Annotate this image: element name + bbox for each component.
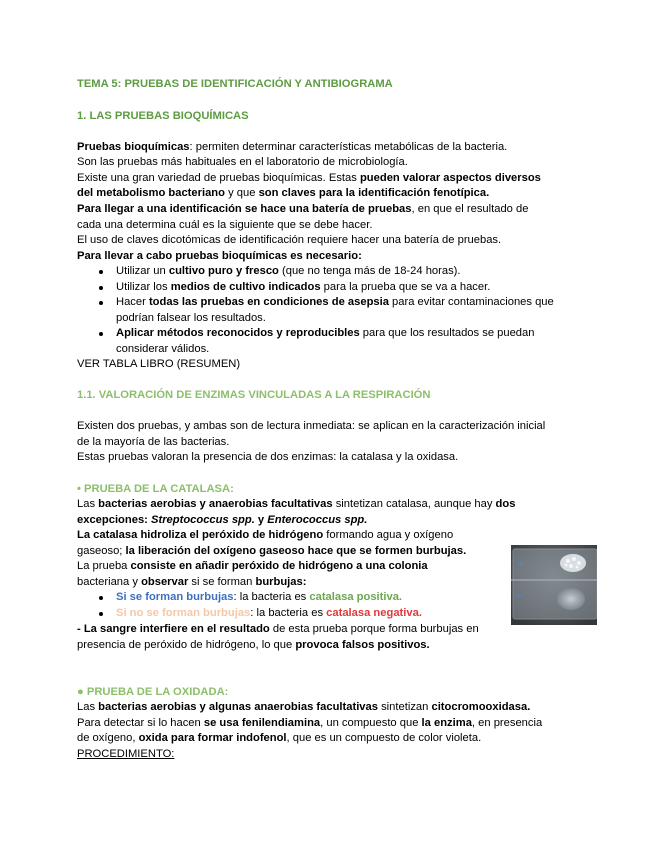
paragraph-line: de la mayoría de las bacterias. <box>77 436 230 448</box>
section-heading-1: 1. LAS PRUEBAS BIOQUÍMICAS <box>77 110 249 122</box>
paragraph-line: La prueba consiste en añadir peróxido de hidrógeno a una colonia <box>77 560 428 572</box>
list-item: Aplicar métodos reconocidos y reproducibles para que los resultados se puedan <box>116 327 535 339</box>
paragraph-line: VER TABLA LIBRO (RESUMEN) <box>77 358 241 370</box>
list-item: Utilizar los medios de cultivo indicados para la prueba que se va a hacer. <box>116 281 491 293</box>
oxidada-heading: ● PRUEBA DE LA OXIDADA: <box>77 686 229 698</box>
bullet-dot <box>99 612 103 616</box>
paragraph-line: Son las pruebas más habituales en el laboratorio de microbiología. <box>77 156 408 168</box>
section-heading-1-1: 1.1. VALORACIÓN DE ENZIMAS VINCULADAS A LA RESPIRACIÓN <box>77 389 431 401</box>
plus-label: + <box>517 555 526 571</box>
bullet-dot <box>99 301 103 305</box>
catalase-test-photo <box>511 545 597 625</box>
paragraph-line: Las bacterias aerobias y algunas anaerobias facultativas sintetizan citocromooxidasa. <box>77 701 531 713</box>
paragraph-line: Para llevar a cabo pruebas bioquímicas es necesario: <box>77 250 362 262</box>
paragraph-line: Para llegar a una identificación se hace una batería de pruebas, en que el resultado de <box>77 203 529 215</box>
paragraph-line: - La sangre interfiere en el resultado de esta prueba porque forma burbujas en <box>77 623 479 635</box>
list-item-continuation: podrían falsear los resultados. <box>116 312 266 324</box>
bullet-dot <box>99 286 103 290</box>
paragraph-line: del metabolismo bacteriano y que son claves para la identificación fenotípica. <box>77 187 490 199</box>
list-item: Si no se forman burbujas: la bacteria es catalasa negativa. <box>116 607 422 619</box>
paragraph-line: Estas pruebas valoran la presencia de dos enzimas: la catalasa y la oxidasa. <box>77 451 459 463</box>
paragraph-line: Existen dos pruebas, y ambas son de lectura inmediata: se aplican en la caracterización inicial <box>77 420 546 432</box>
list-item-continuation: considerar válidos. <box>116 343 210 355</box>
paragraph-line: presencia de peróxido de hidrógeno, lo que provoca falsos positivos. <box>77 639 430 651</box>
list-item: Si se forman burbujas: la bacteria es catalasa positiva. <box>116 591 403 603</box>
document-title: TEMA 5: PRUEBAS DE IDENTIFICACIÓN Y ANTIBIOGRAMA <box>77 78 393 90</box>
paragraph-line: La catalasa hidroliza el peróxido de hidrógeno formando agua y oxígeno <box>77 529 454 541</box>
paragraph-line: El uso de claves dicotómicas de identificación requiere hacer una batería de pruebas. <box>77 234 502 246</box>
paragraph-line: Pruebas bioquímicas: permiten determinar características metabólicas de la bacteria. <box>77 141 508 153</box>
paragraph-line: cada una determina cuál es la siguiente que se debe hacer. <box>77 219 373 231</box>
list-item: Hacer todas las pruebas en condiciones de asepsia para evitar contaminaciones que <box>116 296 554 308</box>
minus-label: – <box>516 588 523 602</box>
procedimiento-heading: PROCEDIMIENTO: <box>77 748 175 760</box>
catalasa-heading: • PRUEBA DE LA CATALASA: <box>77 483 234 495</box>
bullet-dot <box>99 332 103 336</box>
bullet-dot <box>99 270 103 274</box>
paragraph-line: gaseoso; la liberación del oxígeno gaseoso hace que se formen burbujas. <box>77 545 467 557</box>
bullet-dot <box>99 596 103 600</box>
paragraph-line: de oxígeno, oxida para formar indofenol, que es un compuesto de color violeta. <box>77 732 482 744</box>
paragraph-line: bacteriana y observar si se forman burbujas: <box>77 576 307 588</box>
paragraph-line: Para detectar si lo hacen se usa fenilendiamina, un compuesto que la enzima, en presencia <box>77 717 543 729</box>
paragraph-line: Las bacterias aerobias y anaerobias facultativas sintetizan catalasa, aunque hay dos <box>77 498 516 510</box>
list-item: Utilizar un cultivo puro y fresco (que no tenga más de 18-24 horas). <box>116 265 461 277</box>
paragraph-line: excepciones: Streptococcus spp. y Enterococcus spp. <box>77 514 368 526</box>
paragraph-line: Existe una gran variedad de pruebas bioquímicas. Estas pueden valorar aspectos diversos <box>77 172 541 184</box>
